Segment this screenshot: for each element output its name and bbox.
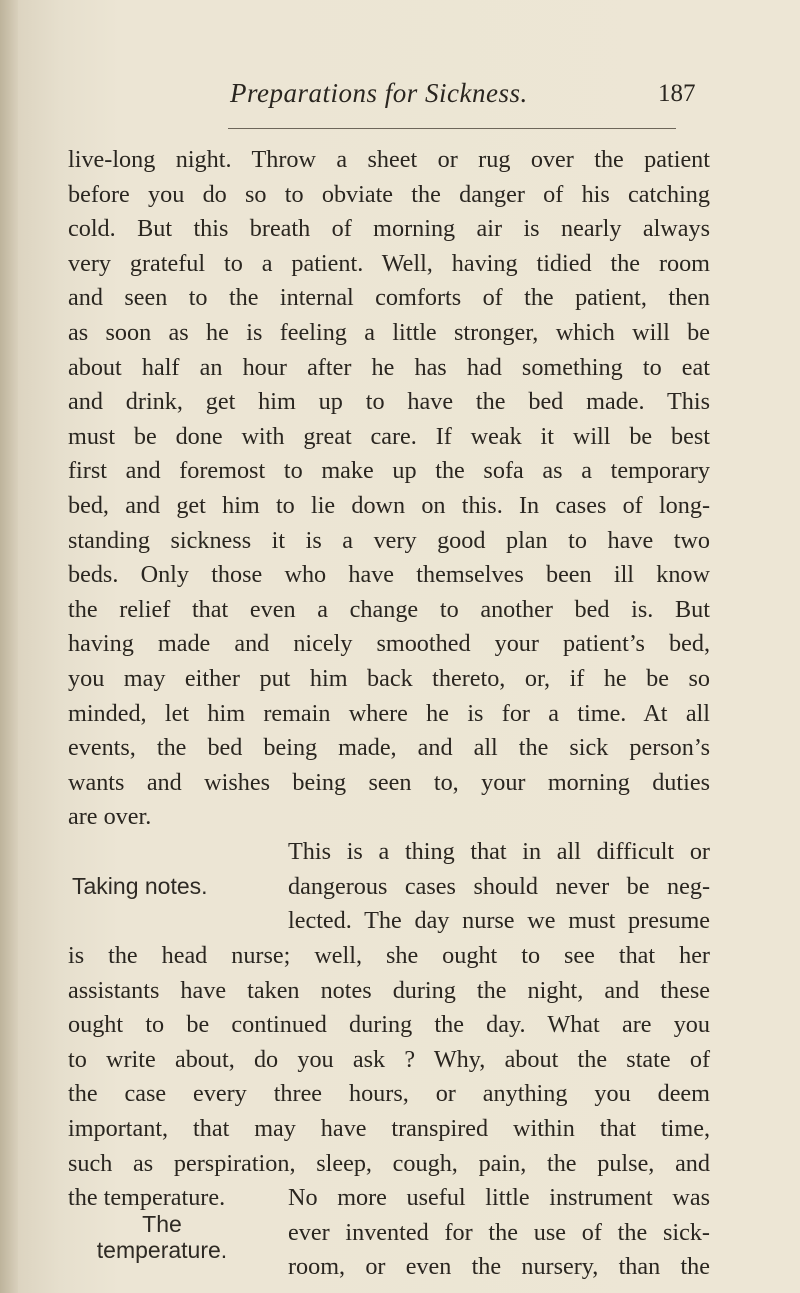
text-line: lected. The day nurse we must presume [288,907,710,935]
text-line: the case every three hours, or anything you deem [68,1080,710,1108]
header-rule [228,128,676,129]
text-line: assistants have taken notes during the night, and these [68,976,710,1004]
section-temperature [68,1181,710,1291]
text-line: must be done with great care. If weak it will be best [68,422,710,450]
text-line: live-long night. Throw a sheet or rug over the patient [68,146,710,173]
side-note-taking-notes: Taking notes. [72,873,208,899]
text-line: events, the bed being made, and all the sick person’s [68,734,710,762]
paragraph-morning-duties [68,143,710,835]
text-line: the relief that even a change to another bed is. But [68,595,710,623]
notes-full-text [68,939,710,1216]
text-line: This is a thing that in all difficult or [288,838,710,865]
text-line: about half an hour after he has had something to eat [68,353,710,381]
side-note-temperature [72,1211,252,1263]
temperature-indented-text [288,1181,710,1285]
text-line: bed, and get him to lie down on this. In cases of long- [68,491,710,519]
text-line: first and foremost to make up the sofa as a temporary [68,457,710,485]
text-line: as soon as he is feeling a little stronger, which will be [68,318,710,346]
text-line: cold. But this breath of morning air is nearly always [68,215,710,243]
text-line: having made and nicely smoothed your patient’s bed, [68,630,710,658]
text-line: ought to be continued during the day. What are you [68,1011,710,1039]
text-line: to write about, do you ask ? Why, about the state of [68,1045,710,1073]
text-line: beds. Only those who have themselves been ill know [68,561,710,589]
text-line: ever invented for the use of the sick- [288,1218,710,1246]
text-line: before you do so to obviate the danger of his catching [68,180,710,208]
text-line: very grateful to a patient. Well, having tidied the room [68,249,710,277]
text-line: the temperature. [68,1184,226,1212]
text-line: minded, let him remain where he is for a time. At all [68,699,710,727]
text-line: and drink, get him up to have the bed made. This [68,388,710,416]
text-line: dangerous cases should never be neg- [288,872,710,900]
text-line: wants and wishes being seen to, your morning duties [68,768,710,796]
text-line: standing sickness it is a very good plan to have two [68,526,710,554]
page-number: 187 [658,80,696,107]
text-line: you may either put him back thereto, or, if he be so [68,664,710,692]
text-line: is the head nurse; well, she ought to see that her [68,942,710,969]
text-line: and seen to the internal comforts of the patient, then [68,284,710,312]
text-line: important, that may have transpired within that time, [68,1114,710,1142]
side-note-line: temperature. [96,1237,228,1263]
text-line: room, or even the nursery, than the [288,1253,710,1281]
page-gutter-shadow [0,0,18,1293]
running-title: Preparations for Sickness. [230,78,528,108]
side-note-line: The [142,1211,182,1237]
text-line: are over. [68,803,152,831]
text-line: such as perspiration, sleep, cough, pain, the pulse, and [68,1149,710,1177]
notes-indented-text [288,835,710,939]
text-line: No more useful little instrument was [288,1184,710,1211]
